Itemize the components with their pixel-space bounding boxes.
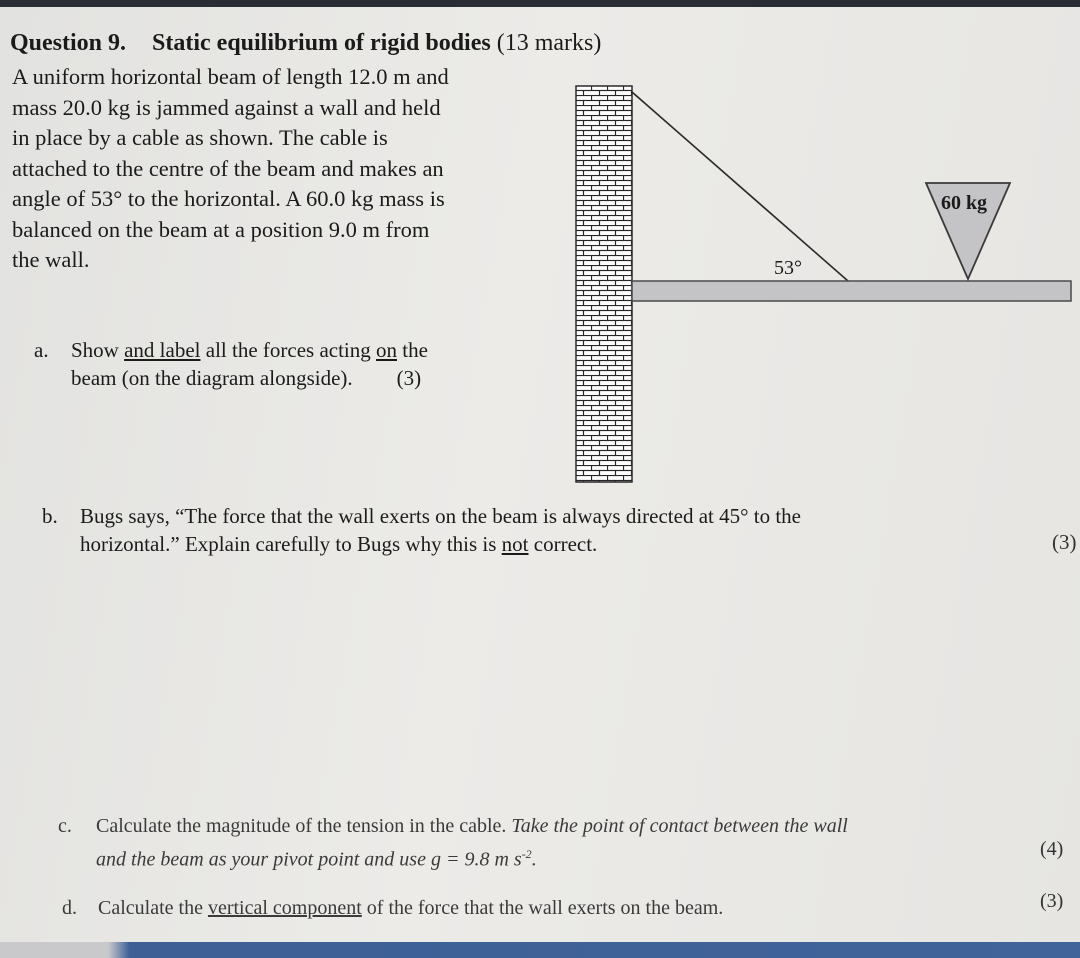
part-b-marks: (3) bbox=[1052, 530, 1077, 554]
part-b bbox=[42, 502, 1042, 558]
italic-text: . bbox=[531, 848, 537, 871]
intro-line: angle of 53° to the horizontal. A 60.0 kg mass is bbox=[12, 186, 445, 211]
bottom-edge-bar bbox=[0, 942, 1080, 958]
part-a bbox=[34, 336, 534, 392]
underlined-text: not bbox=[501, 532, 529, 556]
underlined-text: vertical component bbox=[207, 897, 362, 919]
part-c-text: Calculate the magnitude of the tension in the cable. bbox=[96, 815, 512, 837]
part-b-text: horizontal.” Explain carefully to Bugs why this is bbox=[80, 532, 502, 556]
question-topic: Static equilibrium of rigid bodies bbox=[152, 30, 491, 56]
intro-line: the wall. bbox=[12, 247, 90, 272]
horizontal-beam bbox=[632, 281, 1071, 301]
underlined-text: and label bbox=[124, 338, 201, 362]
part-a-marks: (3) bbox=[396, 366, 422, 390]
italic-text: and the beam as your pivot point and use g = 9.8 m s bbox=[96, 848, 522, 871]
part-c-marks: (4) bbox=[1040, 838, 1064, 860]
superscript: -2 bbox=[521, 847, 532, 861]
question-number: Question 9. bbox=[10, 30, 127, 56]
part-b-text: correct. bbox=[528, 532, 598, 556]
brick-wall bbox=[576, 86, 632, 482]
support-cable bbox=[632, 92, 848, 281]
intro-line: balanced on the beam at a position 9.0 m from bbox=[12, 216, 430, 242]
part-d-text: Calculate the bbox=[98, 897, 208, 919]
part-a-text: the bbox=[397, 338, 428, 362]
part-letter: c. bbox=[58, 815, 72, 837]
total-marks: (13 marks) bbox=[496, 30, 602, 56]
underlined-text: on bbox=[376, 338, 398, 362]
part-b-text: Bugs says, “The force that the wall exerts on the beam is always directed at 45° to the bbox=[80, 504, 802, 528]
part-d-text: of the force that the wall exerts on the beam. bbox=[361, 897, 724, 919]
part-a-text: Show bbox=[71, 338, 125, 362]
part-letter: a. bbox=[34, 338, 49, 362]
mass-label: 60 kg bbox=[940, 192, 988, 214]
part-c bbox=[58, 812, 1058, 874]
part-d-marks: (3) bbox=[1040, 890, 1064, 912]
part-d bbox=[62, 894, 962, 922]
part-a-text: beam (on the diagram alongside). bbox=[71, 366, 353, 390]
angle-label: 53° bbox=[774, 257, 802, 279]
italic-text: Take the point of contact between the wall bbox=[511, 815, 848, 837]
intro-line: in place by a cable as shown. The cable is bbox=[12, 125, 388, 150]
part-letter: d. bbox=[62, 897, 77, 919]
part-a-text: all the forces acting bbox=[200, 338, 377, 362]
intro-line: mass 20.0 kg is jammed against a wall and held bbox=[12, 94, 441, 120]
part-letter: b. bbox=[42, 504, 58, 528]
intro-line: A uniform horizontal beam of length 12.0 m and bbox=[12, 64, 449, 89]
intro-line: attached to the centre of the beam and makes an bbox=[12, 155, 444, 181]
